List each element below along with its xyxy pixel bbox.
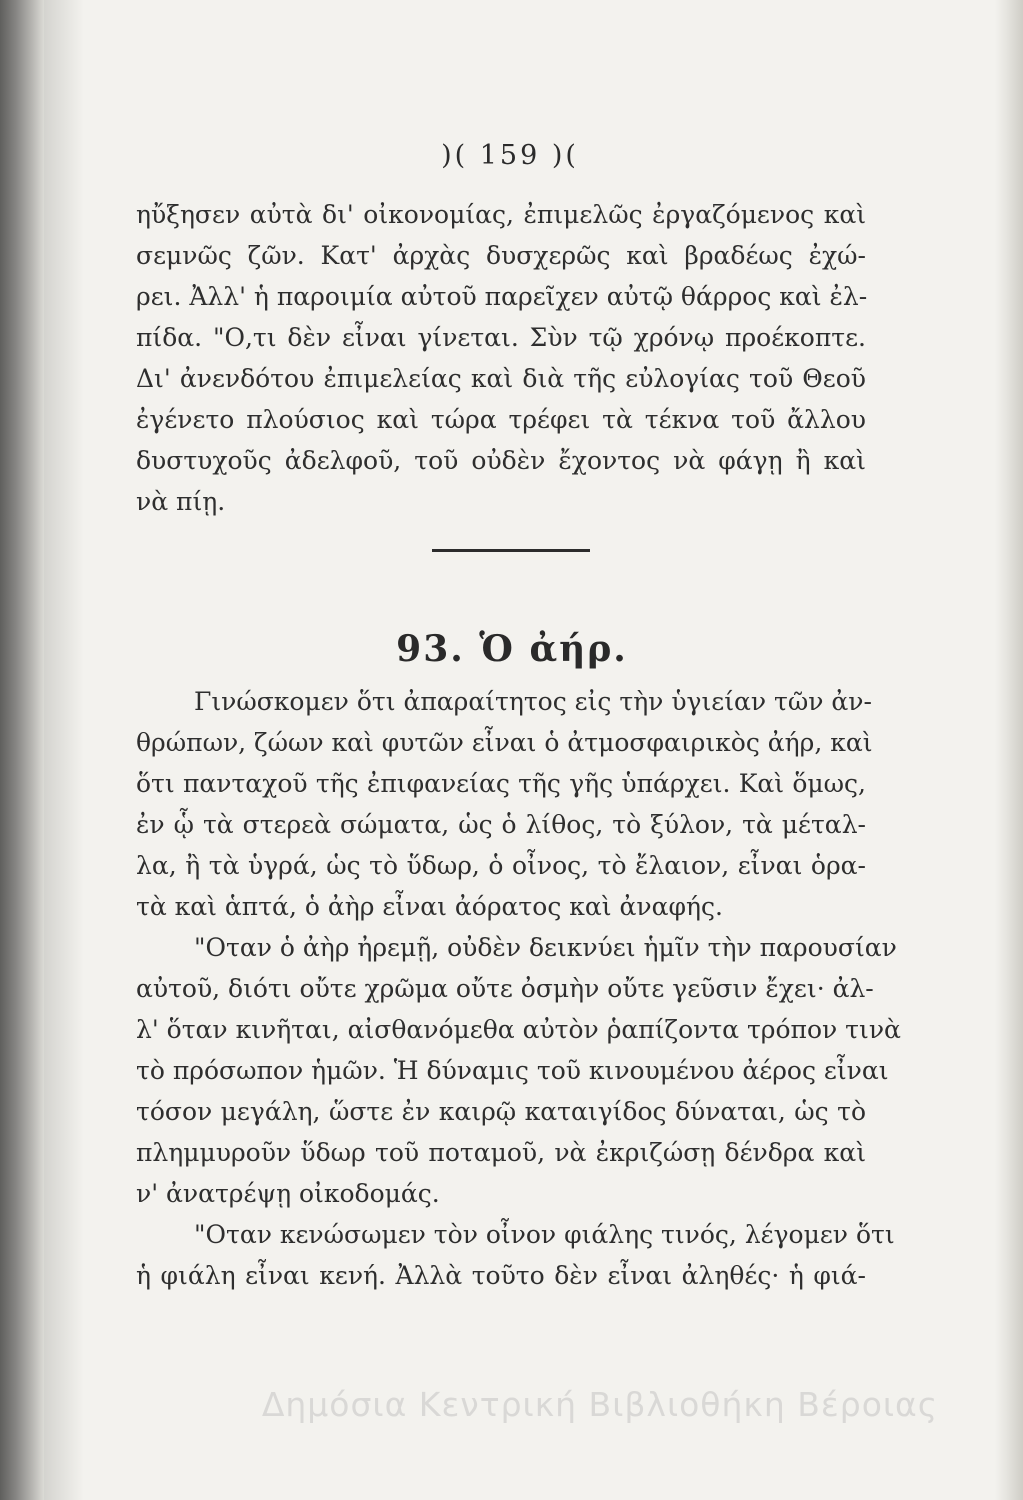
spine-shadow <box>44 0 84 1500</box>
section-heading: 93. Ὁ ἀήρ. <box>396 628 628 670</box>
text-line: ὅτι πανταχοῦ τῆς ἐπιφανείας τῆς γῆς ὑπάρχει. Καὶ ὅμως, <box>136 769 866 798</box>
text-line: ηὔξησεν αὐτὰ δι' οἰκονομίας, ἐπιμελῶς ἐργαζόμενος καὶ <box>136 200 866 229</box>
text-line: ἐν ᾧ τὰ στερεὰ σώματα, ὡς ὁ λίθος, τὸ ξύλον, τὰ μέταλ- <box>136 810 866 839</box>
text-line: τόσον μεγάλη, ὥστε ἐν καιρῷ καταιγίδος δύναται, ὡς τὸ <box>136 1097 866 1126</box>
top-paragraph <box>136 194 866 522</box>
text-line: δυστυχοῦς ἀδελφοῦ, τοῦ οὐδὲν ἔχοντος νὰ φάγῃ ἢ καὶ <box>136 446 866 475</box>
book-spine <box>0 0 44 1500</box>
text-line: "Οταν ὁ ἀὴρ ἠρεμῇ, οὐδὲν δεικνύει ἡμῖν τὴν παρουσίαν <box>194 933 897 962</box>
body-paragraphs <box>136 681 901 1296</box>
text-line: ἡ φιάλη εἶναι κενή. Ἀλλὰ τοῦτο δὲν εἶναι ἀληθές· ἡ φιά- <box>136 1261 866 1290</box>
text-line: λα, ἢ τὰ ὑγρά, ὡς τὸ ὕδωρ, ὁ οἶνος, τὸ ἔλαιον, εἶναι ὁρα- <box>136 851 866 880</box>
text-line: αὐτοῦ, διότι οὔτε χρῶμα οὔτε ὀσμὴν οὔτε γεῦσιν ἔχει· ἀλ- <box>136 974 874 1003</box>
text-line: τὰ καὶ ἁπτά, ὁ ἀὴρ εἶναι ἀόρατος καὶ ἀναφής. <box>136 892 723 921</box>
text-line: τὸ πρόσωπον ἡμῶν. Ἡ δύναμις τοῦ κινουμένου ἀέρος εἶναι <box>136 1056 889 1085</box>
section-divider <box>432 549 590 552</box>
library-watermark: Δημόσια Κεντρική Βιβλιοθήκη Βέροιας <box>261 1385 939 1424</box>
text-line: θρώπων, ζώων καὶ φυτῶν εἶναι ὁ ἀτμοσφαιρικὸς ἀήρ, καὶ <box>136 728 873 757</box>
text-line: "Οταν κενώσωμεν τὸν οἶνον φιάλης τινός, λέγομεν ὅτι <box>194 1220 895 1249</box>
text-line: πλημμυροῦν ὕδωρ τοῦ ποταμοῦ, νὰ ἐκριζώσῃ δένδρα καὶ <box>136 1138 866 1167</box>
text-line: Γινώσκομεν ὅτι ἀπαραίτητος εἰς τὴν ὑγιείαν τῶν ἀν- <box>194 687 872 716</box>
text-line: Δι' ἀνενδότου ἐπιμελείας καὶ διὰ τῆς εὐλογίας τοῦ Θεοῦ <box>136 364 866 393</box>
page-edge <box>995 0 1023 1500</box>
page-number: )( 159 )( <box>441 140 579 171</box>
text-line: ἐγένετο πλούσιος καὶ τώρα τρέφει τὰ τέκνα τοῦ ἄλλου <box>136 405 866 434</box>
text-line: νὰ πίῃ. <box>136 487 226 516</box>
text-line: ν' ἀνατρέψῃ οἰκοδομάς. <box>136 1179 440 1208</box>
text-line: λ' ὅταν κινῆται, αἰσθανόμεθα αὐτὸν ῥαπίζοντα τρόπον τινὰ <box>136 1015 901 1044</box>
text-line: σεμνῶς ζῶν. Κατ' ἀρχὰς δυσχερῶς καὶ βραδέως ἐχώ- <box>136 241 866 270</box>
text-line: πίδα. "Ο,τι δὲν εἶναι γίνεται. Σὺν τῷ χρόνῳ προέκοπτε. <box>136 323 866 352</box>
text-line: ρει. Ἀλλ' ἡ παροιμία αὐτοῦ παρεῖχεν αὐτῷ θάρρος καὶ ἐλ- <box>136 282 868 311</box>
